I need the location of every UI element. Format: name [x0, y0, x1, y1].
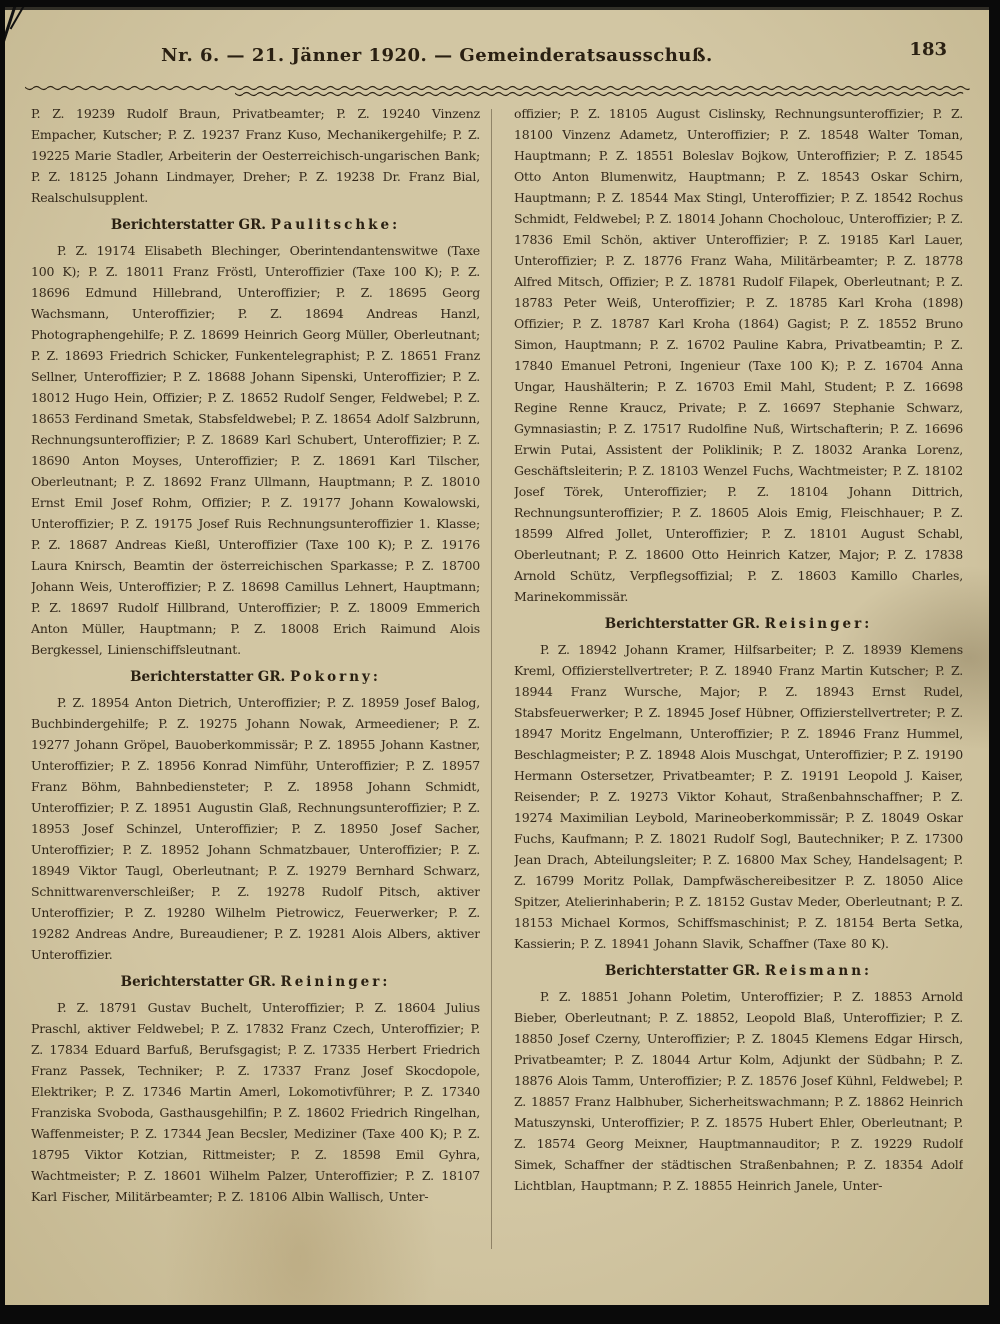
section-heading-prefix: Berichterstatter GR. — [604, 616, 765, 632]
section-heading-name: Pokorny: — [289, 669, 381, 685]
page-header — [5, 7, 989, 71]
section-heading-prefix: Berichterstatter GR. — [604, 963, 765, 979]
entries-paragraph: P. Z. 18954 Anton Dietrich, Unteroffizier; P. Z. 18959 Josef Balog, Buchbindergehilfe; P. Z. 19275 Johann Nowak, Armeediener; P. Z. 19277 Johann Gröpel, Bauoberkommissär; P. Z. 18955 Johann Kastner, Unteroffizier; P. Z. 18956 Konrad Nimführ, Unteroffizier; P. Z. 18957 Franz Böhm, Bahnbediensteter; P. Z. 18958 Johann Schmidt, Unteroffizier; P. Z. 18951 Augustin Glaß, Rechnungsunteroffizier; P. Z. 18953 Josef Schinzel, Unteroffizier; P. Z. 18950 Josef Sacher, Unteroffizier; P. Z. 18952 Johann Schmatzbauer, Unteroffizier; P. Z. 18949 Viktor Taugl, Oberleutnant; P. Z. 19279 Bernhard Schwarz, Schnittwarenverschleißer; P. Z. 19278 Rudolf Pitsch, aktiver Unteroffizier; P. Z. 19280 Wilhelm Pietrowicz, Feuerwerker; P. Z. 19282 Andreas Andre, Bureaudiener; P. Z. 19281 Alois Albers, aktiver Unteroffizier. — [31, 695, 480, 962]
section-heading-prefix: Berichterstatter GR. — [120, 974, 281, 990]
section-heading — [514, 616, 963, 632]
entries-paragraph: P. Z. 18791 Gustav Buchelt, Unteroffizier; P. Z. 18604 Julius Praschl, aktiver Feldwebel; P. Z. 17832 Franz Czech, Unteroffizier; P. Z. 17834 Eduard Barfuß, Berufsgagist; P. Z. 17335 Herbert Friedrich Franz Passek, Techniker; P. Z. 17337 Franz Josef Skocdopole, Elektriker; P. Z. 17346 Martin Amerl, Lokomotivführer; P. Z. 17340 Franziska Svoboda, Gasthausgehilfin; P. Z. 18602 Friedrich Ringelhan, Waffenmeister; P. Z. 17344 Jean Becsler, Mediziner (Taxe 400 K); P. Z. 18795 Viktor Kotzian, Rittmeister; P. Z. 18598 Emil Gyhra, Wachtmeister; P. Z. 18601 Wilhelm Palzer, Unteroffizier; P. Z. 18107 Karl Fischer, Militärbeamter; P. Z. 18106 Albin Wallisch, Unter- — [31, 1000, 480, 1204]
entries-paragraph: offizier; P. Z. 18105 August Cislinsky, Rechnungsunteroffizier; P. Z. 18100 Vinzenz Adametz, Unteroffizier; P. Z. 18548 Walter Toman, Hauptmann; P. Z. 18551 Boleslav Bojkow, Unteroffizier; P. Z. 18545 Otto Anton Blumenwitz, Hauptmann; P. Z. 18543 Oskar Schirn, Hauptmann; P. Z. 18544 Max Stingl, Unteroffizier; P. Z. 18542 Rochus Schmidt, Feldwebel; P. Z. 18014 Johann Chocholouc, Unteroffizier; P. Z. 17836 Emil Schön, aktiver Unteroffizier; P. Z. 19185 Karl Lauer, Unteroffizier; P. Z. 18776 Franz Waha, Militärbeamter; P. Z. 18778 Alfred Mitsch, Offizier; P. Z. 18781 Rudolf Filapek, Oberleutnant; P. Z. 18783 Peter Weiß, Unteroffizier; P. Z. 18785 Karl Kroha (1898) Offizier; P. Z. 18787 Karl Kroha (1864) Gagist; P. Z. 18552 Bruno Simon, Hauptmann; P. Z. 16702 Pauline Kabra, Privatbeamtin; P. Z. 17840 Emanuel Petroni, Ingenieur (Taxe 100 K); P. Z. 16704 Anna Ungar, Haushälterin; P. Z. 16703 Emil Mahl, Student; P. Z. 16698 Regine Renne Kraucz, Private; P. Z. 16697 Stephanie Schwarz, Gymnasiastin; P. Z. 17517 Rudolfine Nuß, Wirtschafterin; P. Z. 16696 Erwin Putai, Assistent der Poliklinik; P. Z. 18032 Aranka Lorenz, Geschäftsleiterin; P. Z. 18103 Wenzel Fuchs, Wachtmeister; P. Z. 18102 Josef Törek, Unteroffizier; P. Z. 18104 Johann Dittrich, Rechnungsunteroffizier; P. Z. 18605 Alois Emig, Fleischhauer; P. Z. 18599 Alfred Jollet, Unteroffizier; P. Z. 18101 August Schabl, Oberleutnant; P. Z. 18600 Otto Heinrich Katzer, Major; P. Z. 17838 Arnold Schütz, Verpflegsoffizial; P. Z. 18603 Kamillo Charles, Marinekommissär. — [514, 106, 963, 604]
text-columns — [5, 103, 989, 1309]
page-title: Nr. 6. — 21. Jänner 1920. — Gemeinderatsausschuß. — [161, 45, 713, 66]
section-heading — [31, 974, 480, 990]
column-divider — [491, 109, 492, 1249]
section-heading-name: Reininger: — [280, 974, 391, 990]
entries-paragraph: P. Z. 18942 Johann Kramer, Hilfsarbeiter; P. Z. 18939 Klemens Kreml, Offizierstellvertreter; P. Z. 18940 Franz Martin Kutscher; P. Z. 18944 Franz Wursche, Major; P. Z. 18943 Ernst Rudel, Stabsfeuerwerker; P. Z. 18945 Josef Hübner, Offizierstellvertreter; P. Z. 18947 Moritz Engelmann, Unteroffizier; P. Z. 18946 Franz Hummel, Beschlagmeister; P. Z. 18948 Alois Muschgat, Unteroffizier; P. Z. 19190 Hermann Ostersetzer, Privatbeamter; P. Z. 19191 Leopold J. Kaiser, Reisender; P. Z. 19273 Viktor Kohaut, Straßenbahnschaffner; P. Z. 19274 Maximilian Leybold, Marineoberkommissär; P. Z. 18049 Oskar Fuchs, Kaufmann; P. Z. 18021 Rudolf Sogl, Bautechniker; P. Z. 17300 Jean Drach, Abteilungsleiter; P. Z. 16800 Max Schey, Handelsagent; P. Z. 16799 Moritz Pollak, Dampfwäschereibesitzer P. Z. 18050 Alice Spitzer, Atelierinhaberin; P. Z. 18152 Gustav Meder, Oberleutnant; P. Z. 18153 Michael Kormos, Schiffsmaschinist; P. Z. 18154 Berta Setka, Kassierin; P. Z. 18941 Johann Slavik, Schaffner (Taxe 80 K). — [514, 642, 963, 951]
column-left — [31, 103, 480, 1309]
section-heading — [31, 217, 480, 233]
scanned-page — [5, 7, 989, 1309]
entries-paragraph: P. Z. 19239 Rudolf Braun, Privatbeamter; P. Z. 19240 Vinzenz Empacher, Kutscher; P. Z. 19237 Franz Kuso, Mechanikergehilfe; P. Z. 19225 Marie Stadler, Arbeiterin der Oesterreichisch-ungarischen Bank; P. Z. 18125 Johann Lindmayer, Dreher; P. Z. 19238 Dr. Franz Bial, Realschulsupplent. — [31, 106, 480, 205]
entries-paragraph: P. Z. 19174 Elisabeth Blechinger, Oberintendantenswitwe (Taxe 100 K); P. Z. 18011 Franz Fröstl, Unteroffizier (Taxe 100 K); P. Z. 18696 Edmund Hillebrand, Unteroffizier; P. Z. 18695 Georg Wachsmann, Unteroffizier; P. Z. 18694 Andreas Hanzl, Photographengehilfe; P. Z. 18699 Heinrich Georg Müller, Oberleutnant; P. Z. 18693 Friedrich Schicker, Funkentelegraphist; P. Z. 18651 Franz Sellner, Unteroffizier; P. Z. 18688 Johann Sipenski, Unteroffizier; P. Z. 18012 Hugo Hein, Offizier; P. Z. 18652 Rudolf Senger, Feldwebel; P. Z. 18653 Ferdinand Smetak, Stabsfeldwebel; P. Z. 18654 Adolf Salzbrunn, Rechnungsunteroffizier; P. Z. 18689 Karl Schubert, Unteroffizier; P. Z. 18690 Anton Moyses, Unteroffizier; P. Z. 18691 Karl Tilscher, Oberleutnant; P. Z. 18692 Franz Ullmann, Hauptmann; P. Z. 18010 Ernst Emil Josef Rohm, Offizier; P. Z. 19177 Johann Kowalowski, Unteroffizier; P. Z. 19175 Josef Ruis Rechnungsunteroffizier 1. Klasse; P. Z. 18687 Andreas Kießl, Unteroffizier (Taxe 100 K); P. Z. 19176 Laura Knirsch, Beamtin der österreichischen Sparkasse; P. Z. 18700 Johann Weis, Unteroffizier; P. Z. 18698 Camillus Lehnert, Hauptmann; P. Z. 18697 Rudolf Hillbrand, Unteroffizier; P. Z. 18009 Emmerich Anton Müller, Hauptmann; P. Z. 18008 Erich Raimund Alois Bergkessel, Linienschiffsleutnant. — [31, 243, 480, 657]
section-heading-name: Paulitschke: — [270, 217, 401, 233]
column-right — [514, 103, 963, 1309]
section-heading-prefix: Berichterstatter GR. — [130, 669, 290, 685]
section-heading-name: Reismann: — [764, 963, 872, 979]
wavy-rule — [5, 91, 989, 97]
scan-edge-bottom — [5, 1305, 989, 1309]
section-heading — [514, 963, 963, 979]
section-heading — [31, 669, 480, 685]
page-number: 183 — [909, 39, 947, 60]
entries-paragraph: P. Z. 18851 Johann Poletim, Unteroffizier; P. Z. 18853 Arnold Bieber, Oberleutnant; P. Z. 18852, Leopold Blaß, Unteroffizier; P. Z. 18850 Josef Czerny, Unteroffizier; P. Z. 18045 Klemens Edgar Hirsch, Privatbeamter; P. Z. 18044 Artur Kolm, Adjunkt der Südbahn; P. Z. 18876 Alois Tamm, Unteroffizier; P. Z. 18576 Josef Kühnl, Feldwebel; P. Z. 18857 Franz Halbhuber, Sicherheitswachmann; P. Z. 18862 Heinrich Matuszynski, Unteroffizier; P. Z. 18575 Hubert Ehler, Oberleutnant; P. Z. 18574 Georg Meixner, Hauptmannauditor; P. Z. 19229 Rudolf Simek, Schaffner der städtischen Straßenbahnen; P. Z. 18354 Adolf Lichtblan, Hauptmann; P. Z. 18855 Heinrich Janele, Unter- — [514, 989, 963, 1193]
section-heading-name: Reisinger: — [764, 616, 873, 632]
section-heading-prefix: Berichterstatter GR. — [110, 217, 271, 233]
